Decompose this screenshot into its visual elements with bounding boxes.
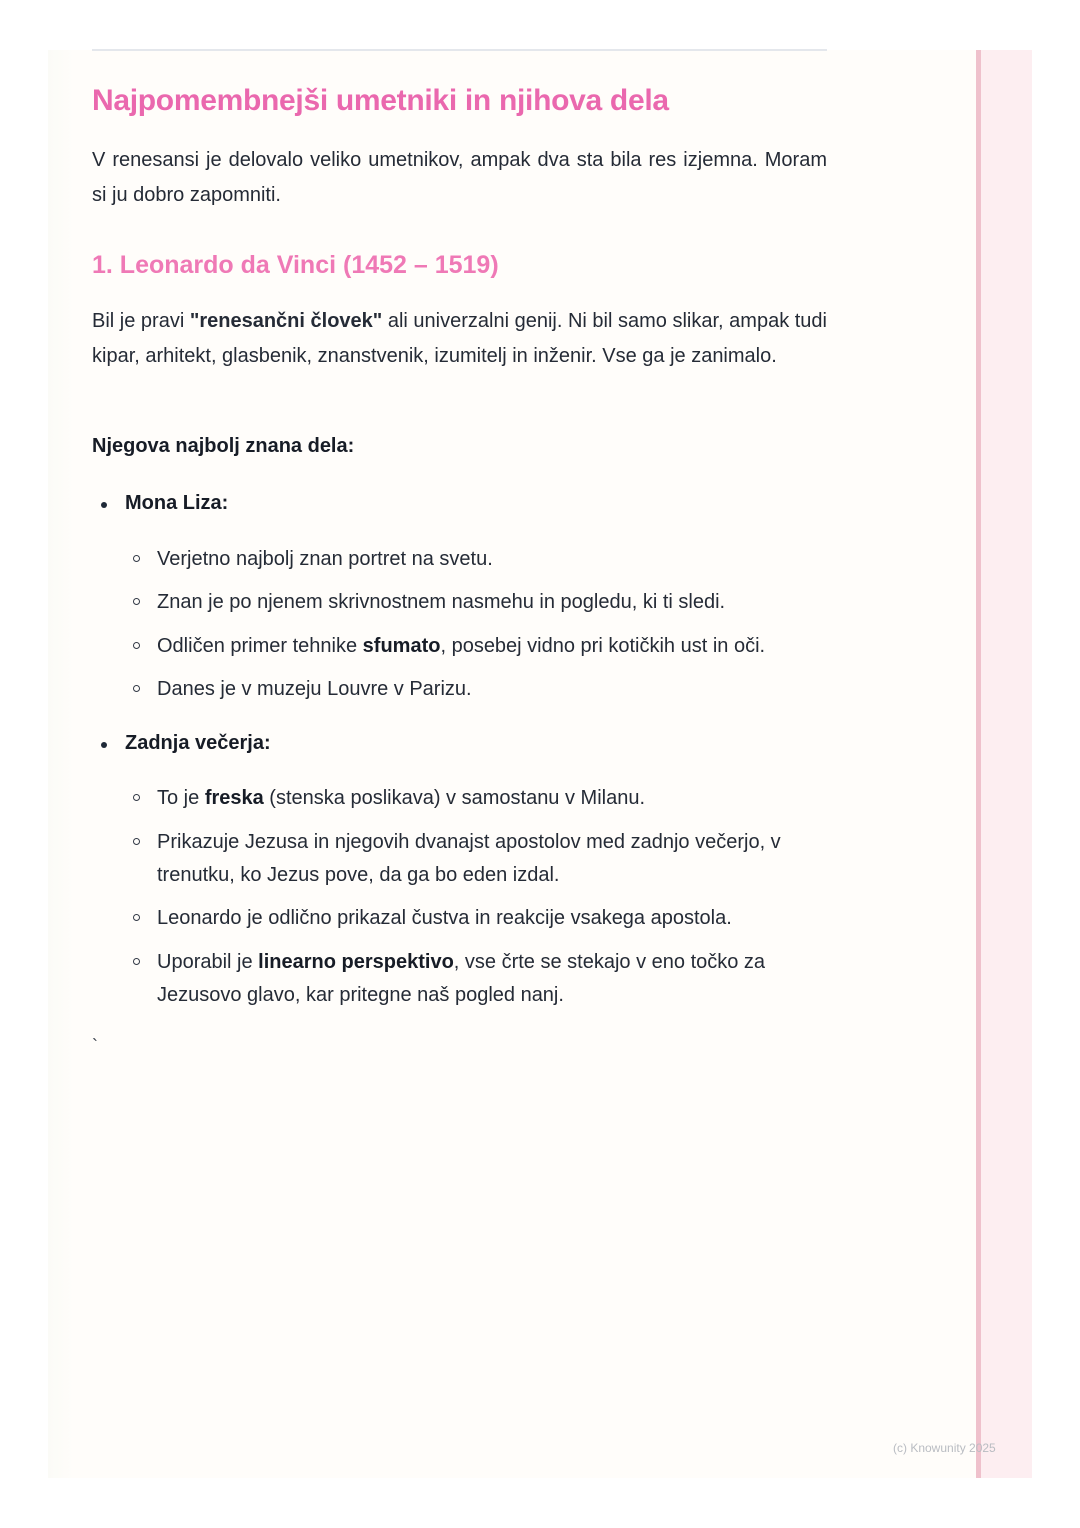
bullet-circle-icon bbox=[133, 642, 140, 649]
list-item bbox=[157, 543, 827, 576]
works-heading: Njegova najbolj znana dela: bbox=[92, 435, 355, 457]
bullet-circle-icon bbox=[133, 838, 140, 845]
bullet-circle-icon bbox=[133, 598, 140, 605]
bullet-circle-icon bbox=[133, 555, 140, 562]
list-item-text-before: Odličen primer tehnike bbox=[157, 635, 363, 657]
list-item-text: Znan je po njenem skrivnostnem nasmehu in pogledu, ki ti sledi. bbox=[157, 591, 726, 613]
list-item bbox=[157, 782, 827, 815]
work-label: Zadnja večerja: bbox=[125, 732, 271, 754]
side-margin-line bbox=[976, 50, 981, 1478]
list-item-text: Danes je v muzeju Louvre v Parizu. bbox=[157, 678, 472, 700]
list-item bbox=[157, 946, 802, 1012]
list-item-text-bold: sfumato bbox=[362, 635, 441, 657]
list-item bbox=[157, 826, 817, 892]
list-item-text-after: , posebej vidno pri kotičkih ust in oči. bbox=[440, 635, 766, 657]
page-edge-shading bbox=[48, 50, 74, 1478]
intro-paragraph: V renesansi je delovalo veliko umetnikov, ampak dva sta bila res izjemna. Moram si ju dobro zapomniti. bbox=[92, 149, 827, 206]
list-item-text: Leonardo je odlično prikazal čustva in reakcije vsakega apostola. bbox=[157, 907, 732, 929]
list-item bbox=[157, 673, 827, 706]
list-item-text-bold: freska bbox=[204, 787, 264, 809]
list-item-text-bold: linearno perspektivo bbox=[258, 951, 454, 973]
list-item bbox=[157, 630, 827, 663]
bio-text-after: ali univerzalni genij. Ni bil samo slikar, ampak tudi kipar, arhitekt, glasbenik, znanstvenik, izumitelj in inženir. Vse ga je zanimalo. bbox=[92, 310, 828, 367]
bio-paragraph bbox=[92, 304, 827, 374]
list-item-text: Verjetno najbolj znan portret na svetu. bbox=[157, 548, 493, 570]
list-item-text: Prikazuje Jezusa in njegovih dvanajst apostolov med zadnjo večerjo, v trenutku, ko Jezus pove, da ga bo eden izdal. bbox=[157, 831, 781, 886]
bullet-circle-icon bbox=[133, 914, 140, 921]
bullet-circle-icon bbox=[133, 958, 140, 965]
work-label: Mona Liza: bbox=[125, 492, 229, 514]
trailing-mark: ` bbox=[92, 1036, 98, 1056]
list-item-text-after: (stenska poslikava) v samostanu v Milanu. bbox=[263, 787, 646, 809]
list-item-text-before: Uporabil je bbox=[157, 951, 259, 973]
copyright-footer: (c) Knowunity 2025 bbox=[893, 1441, 996, 1455]
list-item bbox=[157, 902, 827, 935]
list-item bbox=[157, 586, 827, 619]
bullet-circle-icon bbox=[133, 794, 140, 801]
bullet-circle-icon bbox=[133, 685, 140, 692]
list-item-text-after: , vse črte se stekajo v eno točko za Jezusovo glavo, kar pritegne naš pogled nanj. bbox=[157, 951, 766, 1006]
list-item-text-before: To je bbox=[157, 787, 205, 809]
section-title: 1. Leonardo da Vinci (1452 – 1519) bbox=[92, 251, 499, 279]
bio-text-bold: "renesančni človek" bbox=[189, 310, 383, 332]
bio-text-before: Bil je pravi bbox=[92, 310, 190, 332]
bullet-dot-icon bbox=[101, 502, 107, 508]
bullet-dot-icon bbox=[101, 742, 107, 748]
top-divider bbox=[92, 49, 827, 51]
page-title: Najpomembnejši umetniki in njihova dela bbox=[92, 84, 669, 117]
side-margin-band bbox=[976, 50, 1032, 1478]
